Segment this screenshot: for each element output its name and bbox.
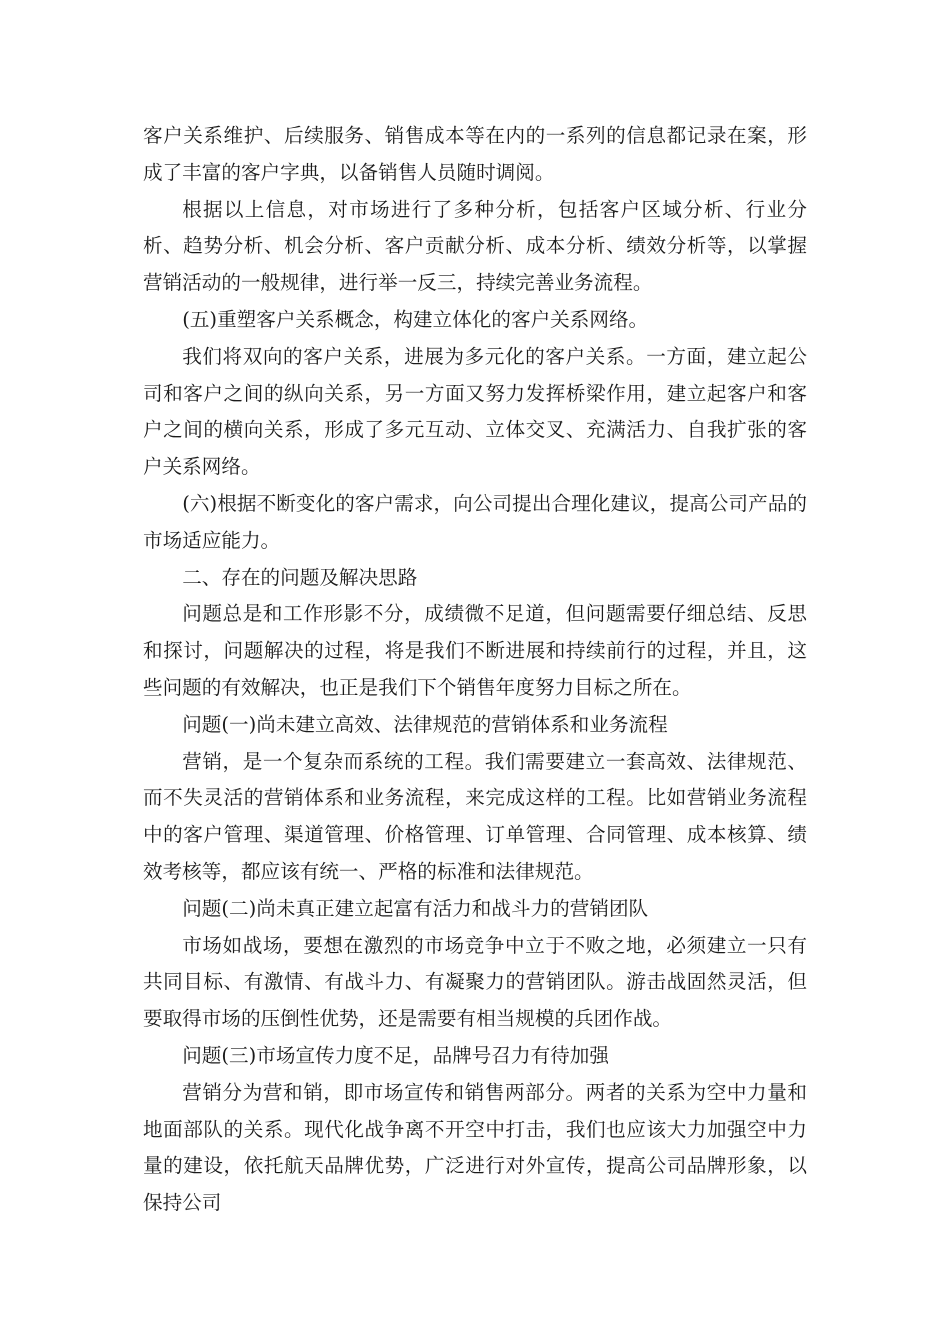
- paragraph-problems-intro: 问题总是和工作形影不分，成绩微不足道，但问题需要仔细总结、反思和探讨，问题解决的过程，将是我们不断进展和持续前行的过程，并且，这些问题的有效解决，也正是我们下个销售年度努力目标之所在。: [143, 602, 807, 699]
- paragraph-relations: 我们将双向的客户关系，进展为多元化的客户关系。一方面，建立起公司和客户之间的纵向关系，另一方面又努力发挥桥梁作用，建立起客户和客户之间的横向关系，形成了多元互动、立体交叉、充满活力、自我扩张的客户关系网络。: [143, 344, 807, 479]
- heading-problem-one: 问题(一)尚未建立高效、法律规范的营销体系和业务流程: [182, 712, 668, 736]
- heading-problem-two: 问题(二)尚未真正建立起富有活力和战斗力的营销团队: [182, 896, 649, 920]
- paragraph-problem-three: 营销分为营和销，即市场宣传和销售两部分。两者的关系为空中力量和地面部队的关系。现代化战争离不开空中打击，我们也应该大力加强空中力量的建设，依托航天品牌优势，广泛进行对外宣传，提高公司品牌形象，以保持公司: [143, 1080, 807, 1215]
- heading-problem-three: 问题(三)市场宣传力度不足，品牌号召力有待加强: [182, 1043, 609, 1067]
- heading-item-five: (五)重塑客户关系概念，构建立体化的客户关系网络。: [182, 307, 649, 331]
- document-body: [143, 118, 807, 1222]
- paragraph-analysis: 根据以上信息，对市场进行了多种分析，包括客户区域分析、行业分析、趋势分析、机会分析、客户贡献分析、成本分析、绩效分析等，以掌握营销活动的一般规律，进行举一反三，持续完善业务流程。: [143, 197, 807, 295]
- paragraph-problem-one: 营销，是一个复杂而系统的工程。我们需要建立一套高效、法律规范、而不失灵活的营销体系和业务流程，来完成这样的工程。比如营销业务流程中的客户管理、渠道管理、价格管理、订单管理、合同管理、成本核算、绩效考核等，都应该有统一、严格的标准和法律规范。: [143, 749, 807, 883]
- paragraph-problem-two: 市场如战场，要想在激烈的市场竞争中立于不败之地，必须建立一只有共同目标、有激情、有战斗力、有凝聚力的营销团队。游击战固然灵活，但要取得市场的压倒性优势，还是需要有相当规模的兵团作战。: [143, 933, 807, 1031]
- heading-item-six: (六)根据不断变化的客户需求，向公司提出合理化建议，提高公司产品的市场适应能力。: [143, 491, 807, 552]
- paragraph-continued: 客户关系维护、后续服务、销售成本等在内的一系列的信息都记录在案，形成了丰富的客户字典，以备销售人员随时调阅。: [143, 124, 807, 184]
- section-heading-problems: 二、存在的问题及解决思路: [182, 565, 418, 589]
